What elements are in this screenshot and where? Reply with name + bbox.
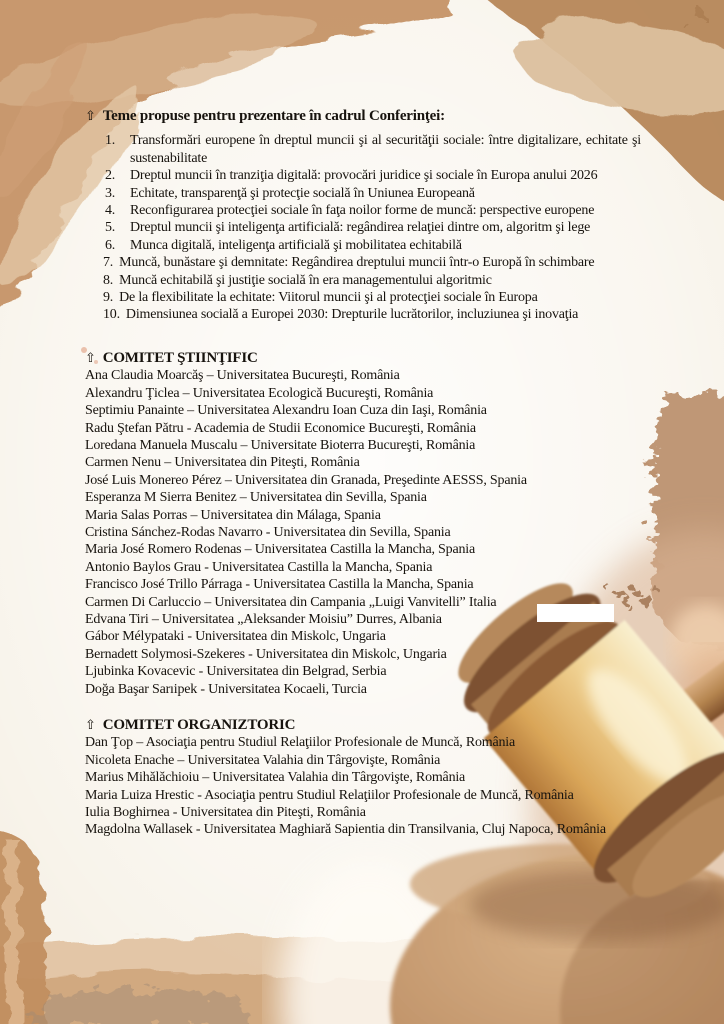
topic-number: 2. [105, 168, 116, 184]
committee-member: Maria Salas Porras – Universitatea din Málaga, Spania [85, 507, 381, 523]
topic-text: Munca digitală, inteligenţa artificială şi mobilitatea echitabilă [130, 237, 462, 253]
committee-member: Marius Mihălăchioiu – Universitatea Valahia din Târgovişte, România [85, 770, 466, 786]
committee-member: Francisco José Trillo Párraga - Universitatea Castilla la Mancha, Spania [85, 577, 474, 593]
organizing-committee-heading [85, 717, 641, 734]
committee-member: Antonio Baylos Grau - Universitatea Castilla la Mancha, Spania [85, 559, 433, 575]
topic-item [85, 202, 641, 219]
topic-number: 3. [105, 185, 116, 201]
topic-number: 8. [103, 272, 114, 288]
committee-member: Doğa Başar Sarıipek - Universitatea Kocaeli, Turcia [85, 681, 367, 697]
topic-item [85, 272, 641, 289]
committee-member: Bernadett Solymosi-Szekeres - Universitatea din Miskolc, Ungaria [85, 646, 447, 662]
organizing-committee-title: COMITET ORGANIZTORIC [102, 717, 296, 733]
topic-item [85, 132, 641, 167]
topic-item [85, 167, 641, 184]
topic-item [85, 219, 641, 236]
topic-text: Muncă, bunăstare şi demnitate: Regândirea dreptului muncii într-o Europă în schimbare [119, 255, 595, 271]
committee-member: Edvana Tiri – Universitatea „Aleksander Moisiu” Durres, Albania [85, 611, 442, 627]
topic-item [85, 306, 641, 323]
committee-member: Alexandru Ţiclea – Universitatea Ecologică Bucureşti, România [85, 385, 434, 401]
topic-item [85, 289, 641, 306]
scientific-committee-section [85, 350, 641, 698]
up-arrow-icon: ⇧ [85, 350, 96, 366]
topic-text: Muncă echitabilă şi justiţie socială în era managementului algoritmic [119, 272, 492, 288]
up-arrow-icon: ⇧ [85, 718, 96, 733]
committee-member: Maria Luiza Hrestic - Asociaţia pentru Studiul Relaţiilor Profesionale de Muncă, România [85, 787, 574, 803]
topic-text: Dreptul muncii şi inteligenţa artificială: regândirea relaţiei dintre om, algoritm şi lege [130, 220, 591, 236]
committee-member: Cristina Sánchez-Rodas Navarro - Universitatea din Sevilla, Spania [85, 524, 451, 540]
committee-member: José Luis Monereo Pérez – Universitatea din Granada, Preşedinte AESSS, Spania [85, 472, 527, 488]
topics-list [85, 132, 641, 323]
committee-member: Loredana Manuela Muscalu – Universitate Bioterra Bucureşti, România [85, 437, 476, 453]
topics-heading-label: Teme propuse pentru prezentare în cadrul Conferinţei: [102, 108, 445, 124]
scientific-committee-heading [85, 350, 641, 367]
topic-number: 1. [105, 133, 116, 149]
committee-member: Carmen Nenu – Universitatea din Piteşti, România [85, 455, 360, 471]
scientific-members-list [85, 367, 641, 698]
committee-member: Carmen Di Carluccio – Universitatea din Campania „Luigi Vanvitelli” Italia [85, 594, 497, 610]
topic-item [85, 254, 641, 271]
topic-number: 7. [103, 255, 114, 271]
topic-number: 6. [105, 237, 116, 253]
topic-item [85, 185, 641, 202]
committee-member: Ljubinka Kovacevic - Universitatea din Belgrad, Serbia [85, 664, 387, 680]
committee-member: Dan Ţop – Asociaţia pentru Studiul Relaţiilor Profesionale de Muncă, România [85, 735, 515, 751]
committee-member: Gábor Mélypataki - Universitatea din Miskolc, Ungaria [85, 629, 386, 645]
committee-member: Magdolna Wallasek - Universitatea Maghiară Sapientia din Transilvania, Cluj Napoca, România [85, 822, 606, 838]
topic-number: 4. [105, 203, 116, 219]
topic-text: Transformări europene în dreptul muncii şi al securităţii sociale: între digitalizare, echitate şi sustenabilitate [130, 133, 641, 166]
topic-text: Dimensiunea socială a Europei 2030: Drepturile lucrătorilor, incluziunea şi inovaţia [125, 307, 579, 323]
topic-item [85, 237, 641, 254]
topic-text: Dreptul muncii în tranziţia digitală: provocări juridice şi sociale în Europa anului 2026 [130, 168, 598, 184]
topics-heading [85, 108, 641, 125]
committee-member: Septimiu Panainte – Universitatea Alexandru Ioan Cuza din Iaşi, România [85, 403, 487, 419]
committee-member: Ana Claudia Moarcăş – Universitatea Bucureşti, România [85, 368, 400, 384]
organizing-committee-section [85, 717, 641, 839]
organizing-members-list [85, 734, 641, 838]
topic-number: 5. [105, 220, 116, 236]
committee-member: Maria José Romero Rodenas – Universitatea Castilla la Mancha, Spania [85, 542, 475, 558]
up-arrow-icon: ⇧ [85, 109, 96, 124]
topic-text: Echitate, transparenţă şi protecţie socială în Uniunea Europeană [130, 185, 475, 201]
committee-member: Esperanza M Sierra Benitez – Universitatea din Sevilla, Spania [85, 490, 427, 506]
topic-text: De la flexibilitate la echitate: Viitorul muncii şi al protecţiei sociale în Europa [119, 290, 538, 306]
scientific-committee-title: COMITET ŞTIINŢIFIC [102, 349, 258, 366]
committee-member: Radu Ştefan Pătru - Academia de Studii Economice Bucureşti, România [85, 420, 476, 436]
page-content [85, 108, 641, 839]
committee-member: Nicoleta Enache – Universitatea Valahia din Târgovişte, România [85, 752, 441, 768]
topic-number: 10. [103, 307, 120, 323]
committee-member: Iulia Boghirnea - Universitatea din Piteşti, România [85, 805, 366, 821]
topic-text: Reconfigurarea protecţiei sociale în faţa noilor forme de muncă: perspective europene [130, 203, 595, 219]
topic-number: 9. [103, 290, 114, 306]
